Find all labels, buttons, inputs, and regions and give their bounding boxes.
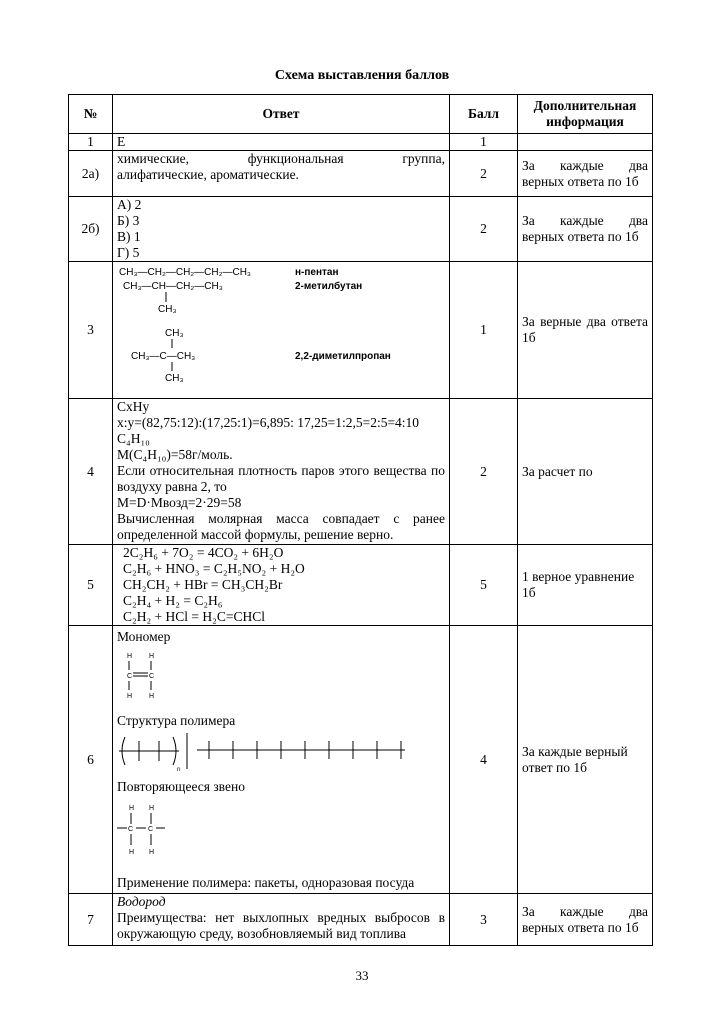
answer-line: Водород [117,894,166,909]
polymer-structure [113,729,450,777]
answer-line: C₄H₁₀ [117,431,150,446]
formula-bottom-methyl: CH₃ [165,373,184,384]
row-info: За каждые два верных ответа по 1б [518,151,653,197]
row-answer [113,894,450,946]
row-info: За каждые два верных ответа по 1б [518,894,653,946]
table-row [69,134,653,151]
answer-line: x:y=(82,75:12):(17,25:1)=6,895: 17,25=1:2,5=2:5=4:10 [117,415,420,430]
row-answer [113,197,450,262]
row-score: 3 [450,894,518,946]
unit-label: Повторяющееся звено [117,779,245,794]
answer-line: В) 1 [117,229,141,244]
equation: CH₂CH₂ + HBr = CH₃CH₂Br [123,577,283,592]
atom-c: C [128,826,134,833]
atom-h: H [127,693,133,700]
row-score: 5 [450,545,518,626]
equation: C₂H₄ + H₂ = C₂H₆ [123,593,223,608]
row-answer [113,151,450,197]
row-score: 1 [450,134,518,151]
isomer-formulas [113,262,450,394]
structure-label: Структура полимера [117,713,236,728]
row-score: 2 [450,151,518,197]
answer-line: Г) 5 [117,245,140,260]
answer-line: Вычисленная молярная масса совпадает с ранее определенной массой формулы, решение верно. [117,511,445,542]
table-row [69,262,653,399]
row-num: 2а) [69,151,113,197]
score-table [68,94,653,946]
atom-h: H [149,653,155,660]
row-info: За верные два ответа 1б [518,262,653,399]
page-title: Схема выставления баллов [274,68,450,83]
row-answer [113,399,450,545]
answer-line: алифатические, ароматические. [117,167,299,182]
answer-line: Б) 3 [117,213,140,228]
table-row [69,626,653,894]
name-dimethylpropane: 2,2-диметилпропан [295,351,391,362]
atom-c: C [148,826,154,833]
atom-h: H [149,849,155,856]
row-num: 5 [69,545,113,626]
answer-line: M=D·Mвозд=2·29=58 [117,495,242,510]
row-score: 1 [450,262,518,399]
repeating-unit [113,798,193,868]
row-num: 3 [69,262,113,399]
page-number: 33 [355,968,369,983]
name-methylbutane: 2-метилбутан [295,281,363,292]
row-answer [113,626,450,894]
formula-top-methyl: CH₃ [165,328,184,339]
answer-line: А) 2 [117,197,142,212]
header-answer: Ответ [113,95,450,134]
row-info: За расчет по [518,399,653,545]
row-info: За каждые два верных ответа по 1б [518,197,653,262]
name-pentane: н-пентан [295,267,339,278]
answer-line: M(C₄H₁₀)=58г/моль. [117,447,233,462]
atom-h: H [127,653,133,660]
answer-line: химические, функциональная группа, [117,151,445,166]
formula-methyl-branch: CH₃ [158,304,177,315]
table-header-row [69,95,653,134]
table-row [69,545,653,626]
atom-h: H [149,693,155,700]
header-info: Дополнительная информация [518,95,653,134]
monomer-label: Мономер [117,629,171,644]
usage-text: Применение полимера: пакеты, одноразовая посуда [117,875,415,890]
equation: C₂H₂ + HCl = H₂C=CHCl [123,609,265,624]
row-answer [113,262,450,399]
row-score: 2 [450,399,518,545]
equation: C₂H₆ + HNO₃ = C₂H₅NO₂ + H₂O [123,561,305,576]
row-answer [113,545,450,626]
row-num: 4 [69,399,113,545]
row-num: 7 [69,894,113,946]
answer-line: CxHy [117,399,150,414]
formula-dimethylpropane: CH₃—C—CH₃ [131,351,196,362]
row-num: 6 [69,626,113,894]
atom-h: H [149,805,155,812]
equation: 2C₂H₆ + 7O₂ = 4CO₂ + 6H₂O [123,545,284,560]
subscript-n: n [177,767,181,773]
table-row [69,151,653,197]
header-num: № [69,95,113,134]
atom-h: H [129,805,135,812]
row-answer: Е [113,134,450,151]
table-row [69,894,653,946]
table-row [69,197,653,262]
header-score: Балл [450,95,518,134]
atom-c: C [149,673,155,680]
answer-line: Если относительная плотность паров этого вещества по воздуху равна 2, то [117,463,445,494]
row-info: 1 верное уравнение 1б [518,545,653,626]
row-num: 2б) [69,197,113,262]
formula-methylbutane: CH₃—CH—CH₂—CH₃ [123,281,223,292]
row-score: 2 [450,197,518,262]
row-num: 1 [69,134,113,151]
table-row [69,399,653,545]
atom-h: H [129,849,135,856]
atom-c: C [127,673,133,680]
monomer-structure [113,646,193,706]
row-score: 4 [450,626,518,894]
answer-line: Преимущества: нет выхлопных вредных выбросов в окружающую среду, возобновляемый вид топлива [117,910,445,941]
row-info [518,134,653,151]
row-info: За каждые верный ответ по 1б [518,626,653,894]
formula-pentane: CH₃—CH₂—CH₂—CH₂—CH₃ [119,267,252,278]
